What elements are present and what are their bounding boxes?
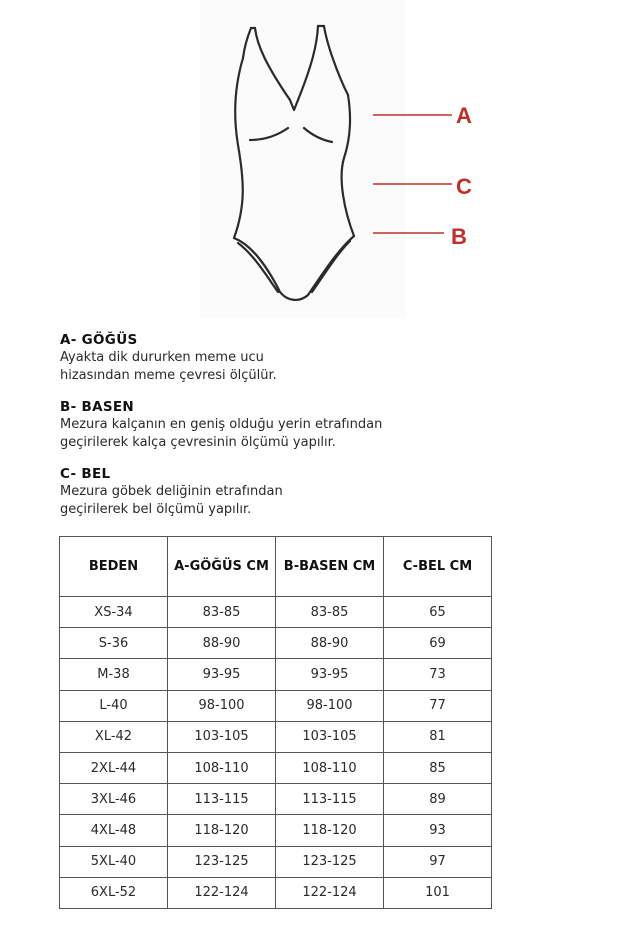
measurement-instructions [60,331,560,532]
header-bel: C-BEL CM [384,537,492,597]
cell-bel: 101 [384,877,492,908]
table-row [60,877,492,908]
table-row [60,815,492,846]
cell-basen: 103-105 [276,721,384,752]
header-gogus: A-GÖĞÜS CM [168,537,276,597]
cell-gogus: 118-120 [168,815,276,846]
cell-beden: XL-42 [60,721,168,752]
cell-bel: 69 [384,628,492,659]
cell-gogus: 123-125 [168,846,276,877]
note-line: Ayakta dik dururken meme ucu [60,350,264,365]
note-bel [60,465,560,519]
cell-beden: 4XL-48 [60,815,168,846]
table-row [60,659,492,690]
cell-gogus: 88-90 [168,628,276,659]
note-title: A- GÖĞÜS [60,332,138,348]
header-beden: BEDEN [60,537,168,597]
cell-beden: 2XL-44 [60,752,168,783]
marker-letter-b: B [451,224,467,249]
cell-basen: 88-90 [276,628,384,659]
cell-gogus: 113-115 [168,784,276,815]
cell-basen: 93-95 [276,659,384,690]
cell-beden: 5XL-40 [60,846,168,877]
size-chart-table [59,536,492,909]
cell-bel: 93 [384,815,492,846]
cell-basen: 122-124 [276,877,384,908]
cell-gogus: 122-124 [168,877,276,908]
table-row [60,784,492,815]
table-row [60,721,492,752]
note-line: geçirilerek kalça çevresinin ölçümü yapılır. [60,435,336,450]
cell-gogus: 108-110 [168,752,276,783]
note-title: B- BASEN [60,399,134,415]
cell-bel: 81 [384,721,492,752]
cell-basen: 83-85 [276,597,384,628]
cell-gogus: 93-95 [168,659,276,690]
cell-basen: 118-120 [276,815,384,846]
note-line: hizasından meme çevresi ölçülür. [60,368,277,383]
table-row [60,628,492,659]
cell-bel: 65 [384,597,492,628]
cell-gogus: 103-105 [168,721,276,752]
cell-bel: 97 [384,846,492,877]
illustration-background [200,0,405,318]
cell-basen: 108-110 [276,752,384,783]
note-gogus [60,331,560,385]
cell-gogus: 98-100 [168,690,276,721]
note-line: Mezura kalçanın en geniş olduğu yerin etrafından [60,417,383,432]
note-line: geçirilerek bel ölçümü yapılır. [60,502,252,517]
cell-bel: 77 [384,690,492,721]
cell-beden: XS-34 [60,597,168,628]
cell-beden: M-38 [60,659,168,690]
header-basen: B-BASEN CM [276,537,384,597]
cell-beden: S-36 [60,628,168,659]
marker-letter-a: A [456,103,472,128]
table-header-row [60,537,492,597]
table-row [60,846,492,877]
note-basen [60,398,560,452]
note-line: Mezura göbek deliğinin etrafından [60,484,283,499]
note-title: C- BEL [60,466,111,482]
cell-beden: 6XL-52 [60,877,168,908]
cell-bel: 89 [384,784,492,815]
cell-bel: 73 [384,659,492,690]
cell-basen: 123-125 [276,846,384,877]
cell-beden: L-40 [60,690,168,721]
swimsuit-illustration [200,0,620,320]
cell-basen: 98-100 [276,690,384,721]
table-row [60,597,492,628]
marker-letter-c: C [456,174,472,199]
cell-gogus: 83-85 [168,597,276,628]
table-row [60,752,492,783]
table-row [60,690,492,721]
cell-basen: 113-115 [276,784,384,815]
cell-bel: 85 [384,752,492,783]
cell-beden: 3XL-46 [60,784,168,815]
